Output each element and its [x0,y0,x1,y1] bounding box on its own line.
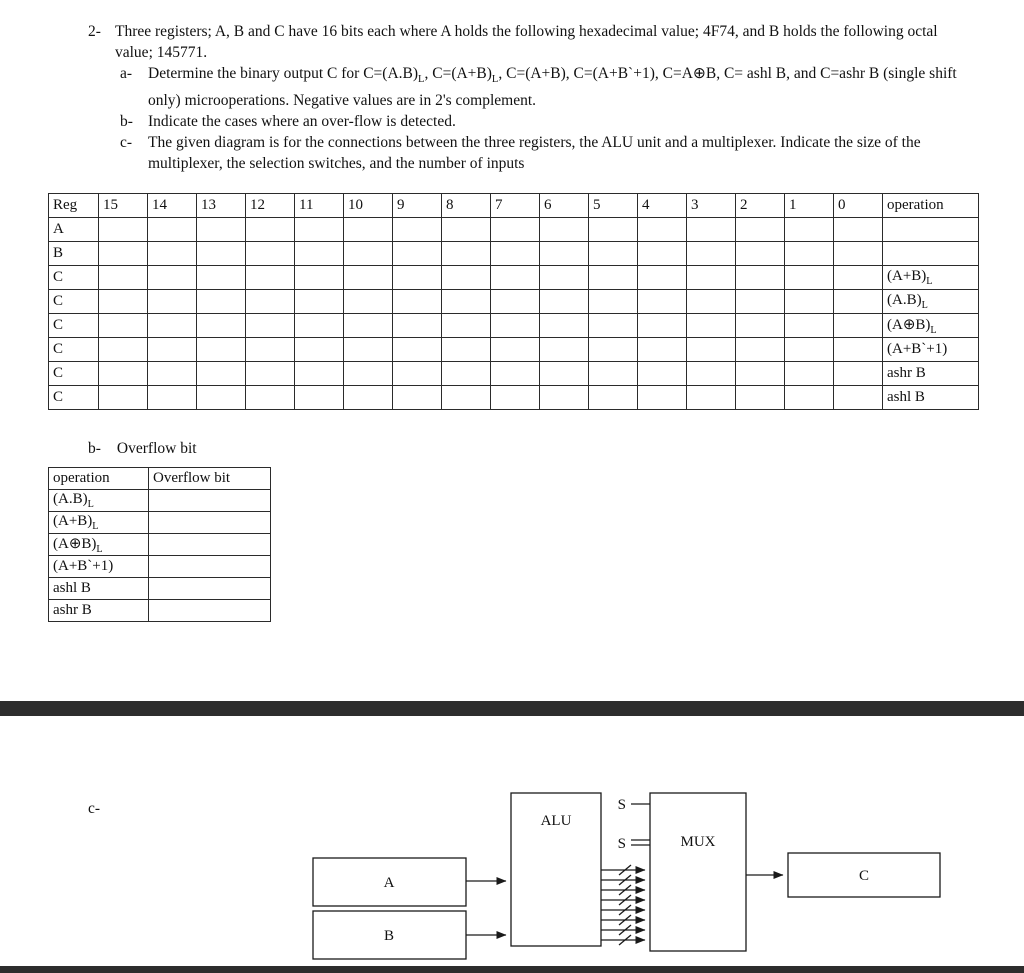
bit-cell [344,290,393,314]
bit-cell [687,314,736,338]
bit-cell [687,386,736,410]
bit-table-header-cell: 15 [99,194,148,218]
mux-box [650,793,746,951]
bit-cell [540,338,589,362]
alu-label: ALU [540,813,572,829]
bit-table-row [49,338,979,362]
bit-table-row [49,314,979,338]
bit-cell [736,338,785,362]
bit-table-header-cell: operation [883,194,979,218]
bit-cell [638,338,687,362]
question-block [88,21,974,174]
bit-cell [344,218,393,242]
bit-cell [148,338,197,362]
overflow-bit-cell [149,556,271,578]
bit-table-row [49,242,979,266]
mux-select-label-2: S [617,836,626,852]
item-a-text: Determine the binary output C for $C=(A.B)_L$, $C=(A+B)_L$, C=(A+B), C=(A+B`+1), C=A⊕B, C= ashl B, and C=ashr B (single shift only) microoperations. Negative values are in 2's complement. [148,65,957,110]
item-b-text: Indicate the cases where an over-flow is detected. [148,113,456,131]
operation-cell: $(A.B)_L$ [49,490,149,512]
register-b-label: B [383,928,395,944]
reg-cell: C [49,266,99,290]
bit-cell [638,218,687,242]
bit-cell [99,266,148,290]
bottom-page-edge-bar [0,966,1024,973]
bit-cell [785,362,834,386]
bit-table-header-cell: 3 [687,194,736,218]
bit-cell [197,290,246,314]
operation-cell: (A+B`+1) [883,338,979,362]
register-a-label: A [383,875,395,891]
question-item-b [120,111,974,132]
item-c-text: The given diagram is for the connections between the three registers, the ALU unit and a multiplexer. Indicate the size of the multiplexer, the selection switches, and the number of inputs [148,134,921,173]
bit-table-header-cell: 6 [540,194,589,218]
bit-cell [246,266,295,290]
operation-cell: ashr B [883,362,979,386]
bit-cell [638,242,687,266]
bit-cell [540,266,589,290]
bit-cell [687,338,736,362]
bit-cell [589,314,638,338]
alu-mux-diagram [0,728,1024,966]
bit-cell [442,362,491,386]
bit-cell [99,362,148,386]
bit-cell [687,290,736,314]
bit-cell [99,242,148,266]
question-intro-text: Three registers; A, B and C have 16 bits each where A holds the following hexadecimal value; 4F74, and B holds the following octal value; 145771. [115,23,938,61]
register-c-label: C [858,868,870,884]
bit-table-header-cell: 11 [295,194,344,218]
bit-cell [148,242,197,266]
bit-cell [442,338,491,362]
bit-cell [442,290,491,314]
bit-cell [295,314,344,338]
bit-cell [197,242,246,266]
question-item-a [120,63,974,111]
bit-cell [687,266,736,290]
bit-cell [834,266,883,290]
bit-cell [344,362,393,386]
bit-cell [197,266,246,290]
reg-cell: C [49,338,99,362]
overflow-table-row [49,556,271,578]
bit-cell [99,314,148,338]
bit-cell [785,290,834,314]
overflow-heading [88,440,197,458]
bit-cell [736,290,785,314]
bit-cell [589,290,638,314]
overflow-table-header-row [49,468,271,490]
bit-cell [148,386,197,410]
alu-to-mux-bus-arrows [601,865,645,945]
bit-table-header-cell: Reg [49,194,99,218]
overflow-table-row [49,578,271,600]
bit-cell [834,242,883,266]
reg-cell: C [49,314,99,338]
overflow-bit-cell [149,490,271,512]
overflow-table-header-cell: operation [49,468,149,490]
bit-table-header-cell: 7 [491,194,540,218]
bit-table-row [49,386,979,410]
bit-cell [785,242,834,266]
bit-cell [246,314,295,338]
bit-cell [197,218,246,242]
bit-cell [589,362,638,386]
bit-cell [344,386,393,410]
page-separator-bar [0,701,1024,716]
item-c-label: c- [120,134,133,152]
bit-cell [834,386,883,410]
operation-cell: $(A\oplus B)_L$ [49,534,149,556]
bit-table-row [49,362,979,386]
bit-cell [393,218,442,242]
bit-cell [295,386,344,410]
reg-cell: C [49,362,99,386]
question-intro-row [88,21,974,63]
bit-table-header-cell: 2 [736,194,785,218]
bit-cell [638,386,687,410]
bit-cell [589,242,638,266]
bit-cell [246,386,295,410]
bit-cell [834,362,883,386]
bit-cell [785,338,834,362]
bit-cell [736,362,785,386]
operation-cell: ashl B [883,386,979,410]
overflow-table-row [49,534,271,556]
bit-cell [638,266,687,290]
bit-cell [99,338,148,362]
bit-cell [589,386,638,410]
operation-cell: (A+B`+1) [49,556,149,578]
bit-cell [491,266,540,290]
bit-cell [197,362,246,386]
operation-cell [883,242,979,266]
mux-select-lines [631,804,650,845]
overflow-heading-label: b- [88,440,101,457]
bit-cell [736,266,785,290]
item-b-label: b- [120,113,133,131]
bit-cell [393,386,442,410]
operation-cell: ashr B [49,600,149,622]
bit-table-header-cell: 0 [834,194,883,218]
diagram-item-label: c- [88,800,101,817]
bit-cell [295,218,344,242]
bit-table-header-cell: 8 [442,194,491,218]
bit-cell [785,218,834,242]
bit-cell [638,362,687,386]
bit-cell [442,386,491,410]
bit-cell [442,242,491,266]
overflow-bit-cell [149,534,271,556]
overflow-bit-cell [149,578,271,600]
bit-cell [736,386,785,410]
item-a-label: a- [120,65,133,82]
bit-table-header-cell: 12 [246,194,295,218]
bit-cell [638,314,687,338]
bit-cell [638,290,687,314]
question-item-c [120,132,974,174]
operation-cell [883,218,979,242]
overflow-table-header-cell: Overflow bit [149,468,271,490]
bit-cell [589,338,638,362]
bit-cell [442,314,491,338]
bit-cell [834,338,883,362]
bit-cell [148,266,197,290]
bit-cell [491,338,540,362]
bit-cell [540,386,589,410]
bit-cell [295,290,344,314]
bit-cell [491,386,540,410]
bit-cell [295,362,344,386]
bit-table-header-row [49,194,979,218]
bit-table [48,193,979,410]
overflow-bit-cell [149,512,271,534]
bit-cell [295,266,344,290]
overflow-table [48,467,271,622]
bit-cell [785,266,834,290]
bit-cell [197,314,246,338]
bit-cell [589,218,638,242]
bit-cell [393,242,442,266]
reg-cell: C [49,290,99,314]
bit-cell [785,314,834,338]
reg-cell: C [49,386,99,410]
bit-cell [442,266,491,290]
question-number: 2- [88,23,101,40]
bit-cell [540,242,589,266]
reg-cell: B [49,242,99,266]
bit-cell [540,314,589,338]
bit-cell [834,218,883,242]
operation-cell: $(A\oplus B)_L$ [883,314,979,338]
bit-cell [295,242,344,266]
overflow-table-row [49,512,271,534]
bit-cell [344,266,393,290]
overflow-table-row [49,600,271,622]
bit-cell [344,338,393,362]
bit-table-header-cell: 14 [148,194,197,218]
overflow-table-row [49,490,271,512]
bit-cell [393,362,442,386]
bit-cell [148,362,197,386]
bit-cell [491,218,540,242]
bit-table-header-cell: 4 [638,194,687,218]
bit-cell [246,218,295,242]
bit-cell [344,314,393,338]
bit-cell [148,314,197,338]
bit-cell [295,338,344,362]
bit-cell [540,290,589,314]
bit-cell [785,386,834,410]
bit-table-row [49,218,979,242]
bit-table-row [49,290,979,314]
bit-cell [393,266,442,290]
reg-cell: A [49,218,99,242]
bit-cell [393,290,442,314]
bit-cell [246,242,295,266]
bit-cell [99,218,148,242]
bit-cell [393,314,442,338]
operation-cell: ashl B [49,578,149,600]
bit-cell [197,338,246,362]
overflow-bit-cell [149,600,271,622]
operation-cell: $(A.B)_L$ [883,290,979,314]
mux-label: MUX [680,834,716,850]
bit-cell [491,362,540,386]
bit-cell [687,362,736,386]
mux-select-label-1: S [617,797,626,813]
bit-cell [393,338,442,362]
question-subitems [120,63,974,174]
bit-cell [197,386,246,410]
bit-cell [834,290,883,314]
bit-cell [491,242,540,266]
bit-cell [834,314,883,338]
bit-cell [246,290,295,314]
bit-cell [540,218,589,242]
bit-cell [491,290,540,314]
operation-cell: $(A+B)_L$ [49,512,149,534]
bit-cell [589,266,638,290]
bit-cell [246,362,295,386]
bit-cell [491,314,540,338]
bit-cell [736,242,785,266]
bit-cell [687,242,736,266]
bit-cell [148,290,197,314]
bit-cell [442,218,491,242]
bit-table-header-cell: 13 [197,194,246,218]
bit-cell [246,338,295,362]
bit-table-header-cell: 5 [589,194,638,218]
bit-table-header-cell: 9 [393,194,442,218]
bit-cell [344,242,393,266]
bit-table-header-cell: 1 [785,194,834,218]
bit-cell [736,218,785,242]
bit-cell [687,218,736,242]
bit-cell [148,218,197,242]
bit-cell [99,290,148,314]
bit-cell [99,386,148,410]
bit-table-header-cell: 10 [344,194,393,218]
overflow-heading-title: Overflow bit [116,440,197,457]
bit-cell [736,314,785,338]
operation-cell: $(A+B)_L$ [883,266,979,290]
bit-cell [540,362,589,386]
bit-table-row [49,266,979,290]
